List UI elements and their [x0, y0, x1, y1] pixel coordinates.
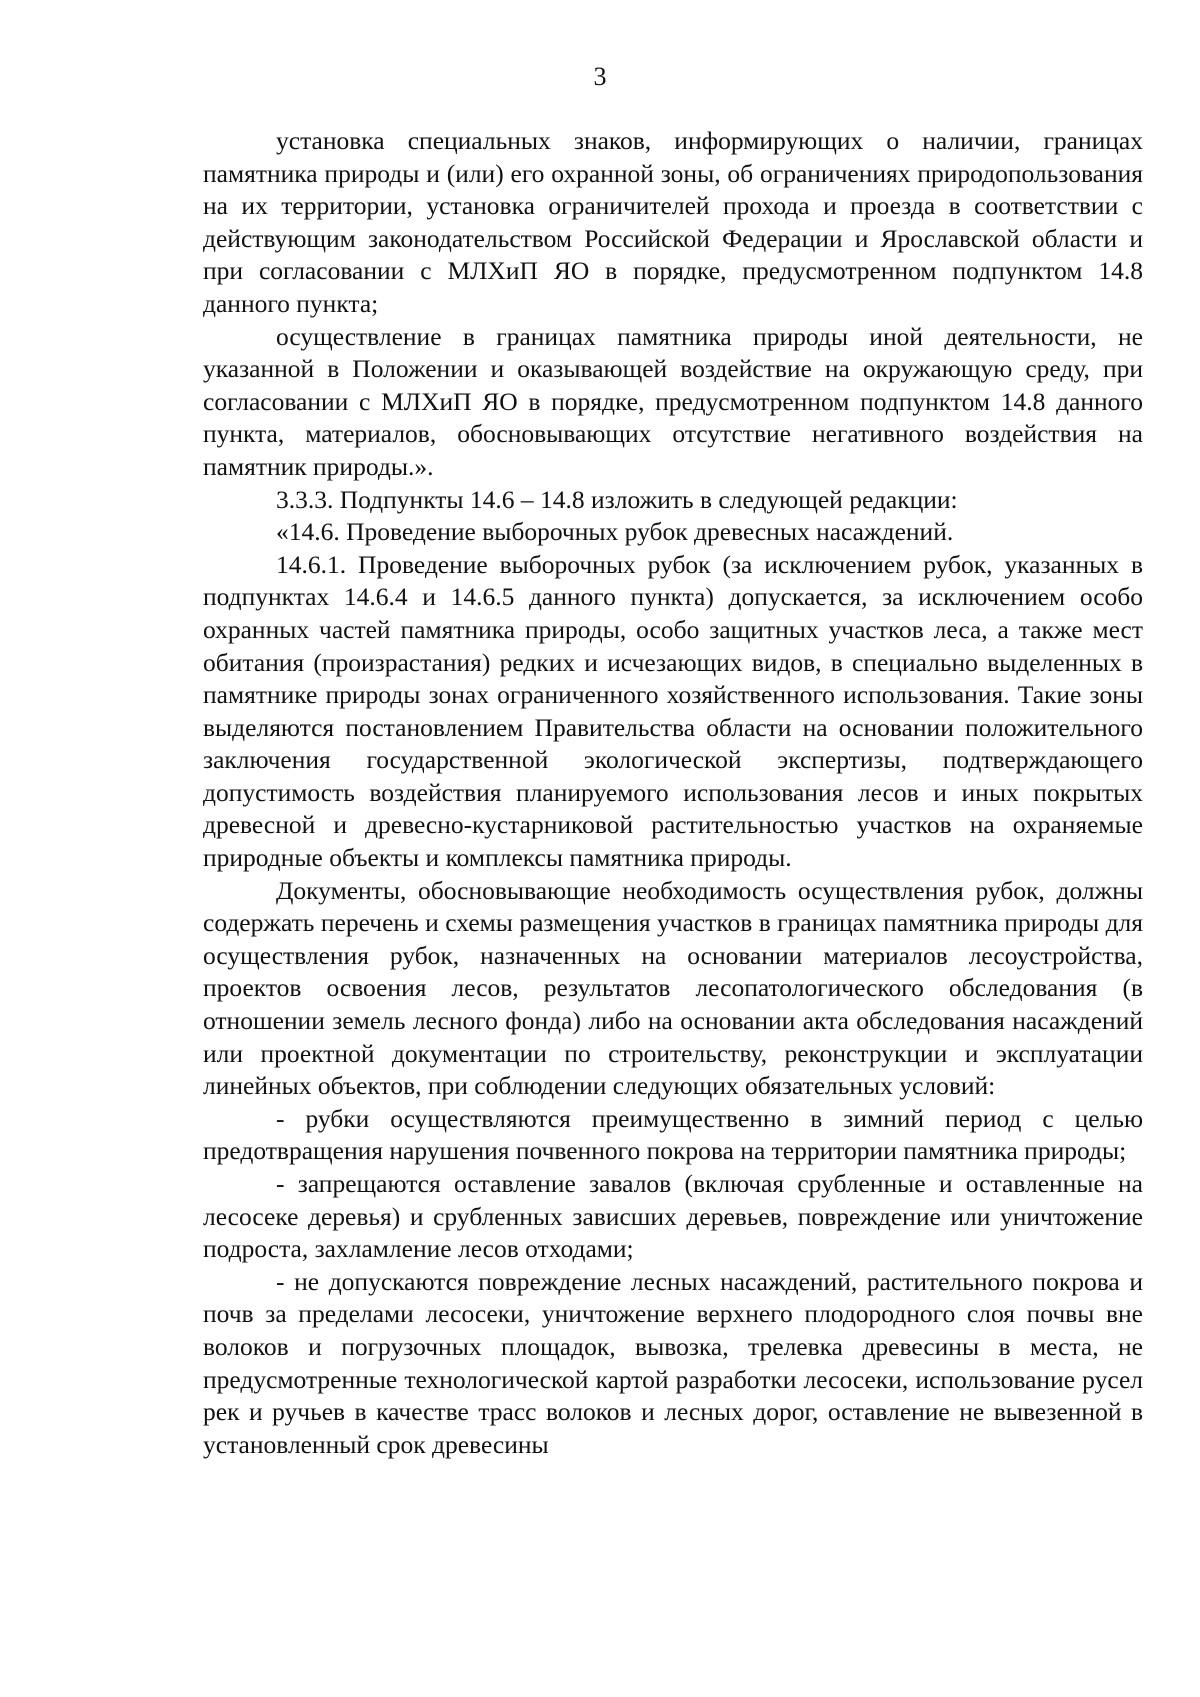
page-number: 3 — [593, 62, 607, 91]
paragraph-clause-14-6: «14.6. Проведение выборочных рубок древесных насаждений. — [276, 517, 954, 547]
list-item-not-allowed: - не допускаются повреждение лесных насаждений, растительного покрова и почв за пределами лесосеки, уничтожение верхнего плодородного слоя почвы вне волоков и погрузочных площадок, вывозка, трелевка древесины в места, не предусмотренные технологической картой разработки лесосеки, использование русел рек и ручьев в качестве трасс волоков и лесных дорог, оставление не вывезенной в установленный срок древесины — [203, 1266, 1143, 1459]
paragraph-clause-3-3-3: 3.3.3. Подпункты 14.6 – 14.8 изложить в следующей редакции: — [276, 484, 958, 514]
paragraph-documents: Документы, обосновывающие необходимость осуществления рубок, должны содержать перечень и схемы размещения участков в границах памятника природы для осуществления рубок, назначенных на основании материалов лесоустройства, проектов освоения лесов, результатов лесопатологического обследования (в отношении земель лесного фонда) либо на основании акта обследования насаждений или проектной документации по строительству, реконструкции и эксплуатации линейных объектов, при соблюдении следующих обязательных условий: — [203, 875, 1143, 1101]
paragraph-signs-installation: установка специальных знаков, информирующих о наличии, границах памятника природы и (или) его охранной зоны, об ограничениях природопользования на их территории, установка ограничителей прохода и проезда в соответствии с действующим законодательством Российской Федерации и Ярославской области и при согласовании с МЛХиП ЯО в порядке, предусмотренном подпунктом 14.8 данного пункта; — [203, 126, 1143, 318]
paragraph-clause-14-6-1: 14.6.1. Проведение выборочных рубок (за исключением рубок, указанных в подпунктах 14.6.4 и 14.6.5 данного пункта) допускается, за исключением особо охранных частей памятника природы, особо защитных участков леса, а также мест обитания (произрастания) редких и исчезающих видов, в специально выделенных в памятнике природы зонах ограниченного хозяйственного использования. Такие зоны выделяются постановлением Правительства области на основании положительного заключения государственной экологической экспертизы, подтверждающего допустимость воздействия планируемого использования лесов и иных покрытых древесной и древесно-кустарниковой растительностью участков на охраняемые природные объекты и комплексы памятника природы. — [203, 549, 1143, 873]
document-body — [203, 125, 1143, 1461]
list-item-prohibitions: - запрещаются оставление завалов (включая срубленные и оставленные на лесосеке деревья) и срубленных зависших деревьев, повреждение или уничтожение подроста, захламление лесов отходами; — [203, 1169, 1143, 1264]
list-item-winter-period: - рубки осуществляются преимущественно в зимний период с целью предотвращения нарушения почвенного покрова на территории памятника природы; — [203, 1103, 1143, 1166]
paragraph-other-activity: осуществление в границах памятника природы иной деятельности, не указанной в Положении и оказывающей воздействие на окружающую среду, при согласовании с МЛХиП ЯО в порядке, предусмотренном подпунктом 14.8 данного пункта, материалов, обосновывающих отсутствие негативного воздействия на памятник природы.». — [203, 321, 1143, 481]
